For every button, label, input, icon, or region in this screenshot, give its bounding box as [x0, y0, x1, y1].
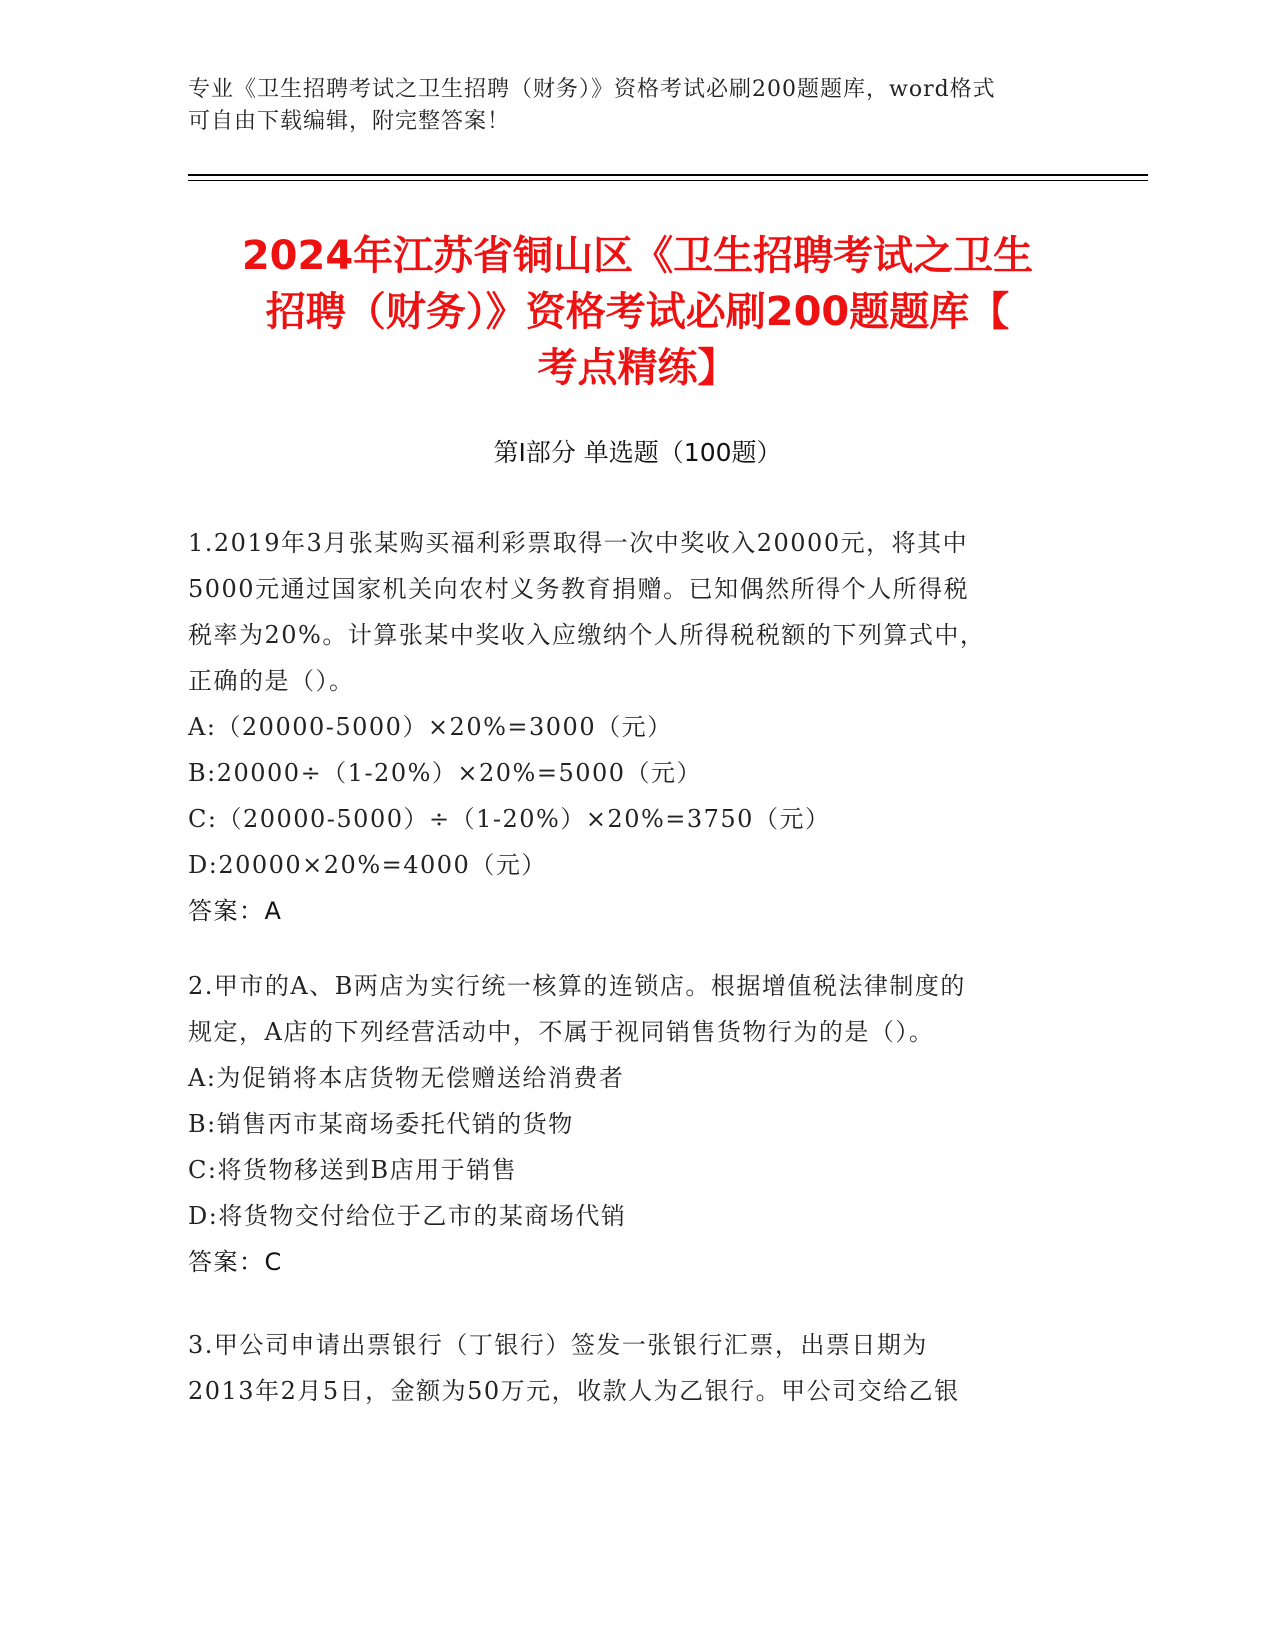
- question-stem-line: 税率为20%。计算张某中奖收入应缴纳个人所得税税额的下列算式中，: [188, 621, 986, 649]
- answer-label: 答案：C: [188, 1248, 283, 1276]
- section-heading: 第I部分 单选题（100题）: [493, 438, 782, 467]
- question-stem-line: 正确的是（）。: [188, 667, 355, 695]
- question-1: [188, 520, 1088, 934]
- answer-label: 答案：A: [188, 897, 283, 925]
- question-stem-line: 3.甲公司申请出票银行（丁银行）签发一张银行汇票，出票日期为: [188, 1331, 928, 1359]
- header-note-line-1: 专业《卫生招聘考试之卫生招聘（财务）》资格考试必刷200题题库，word格式: [188, 77, 996, 102]
- header-note: [188, 74, 1088, 138]
- title-line-3: 考点精练】: [537, 345, 738, 391]
- option-a: A:为促销将本店货物无偿赠送给消费者: [188, 1064, 625, 1092]
- question-stem-line: 5000元通过国家机关向农村义务教育捐赠。已知偶然所得个人所得税: [188, 575, 970, 603]
- option-b: B:20000÷（1-20%）×20%=5000（元）: [188, 759, 703, 787]
- option-a: A:（20000-5000）×20%=3000（元）: [188, 713, 673, 741]
- option-d: D:20000×20%=4000（元）: [188, 851, 547, 879]
- header-note-line-2: 可自由下载编辑，附完整答案！: [188, 109, 511, 134]
- option-c: C:将货物移送到B店用于销售: [188, 1156, 518, 1184]
- option-b: B:销售丙市某商场委托代销的货物: [188, 1110, 574, 1138]
- header-divider-bottom: [188, 180, 1148, 181]
- question-stem-line: 2013年2月5日，金额为50万元，收款人为乙银行。甲公司交给乙银: [188, 1377, 960, 1405]
- document-title: [150, 228, 1125, 396]
- title-line-1: 2024年江苏省铜山区《卫生招聘考试之卫生: [241, 233, 1034, 279]
- header-divider-top: [188, 174, 1148, 176]
- question-stem-line: 2.甲市的A、B两店为实行统一核算的连锁店。根据增值税法律制度的: [188, 972, 966, 1000]
- title-line-2: 招聘（财务）》资格考试必刷200题题库【: [265, 289, 1010, 335]
- option-c: C:（20000-5000）÷（1-20%）×20%=3750（元）: [188, 805, 831, 833]
- question-stem-line: 1.2019年3月张某购买福利彩票取得一次中奖收入20000元，将其中: [188, 529, 969, 557]
- question-stem-line: 规定，A店的下列经营活动中，不属于视同销售货物行为的是（）。: [188, 1018, 935, 1046]
- question-3: [188, 1322, 1088, 1414]
- question-2: [188, 963, 1088, 1285]
- option-d: D:将货物交付给位于乙市的某商场代销: [188, 1202, 627, 1230]
